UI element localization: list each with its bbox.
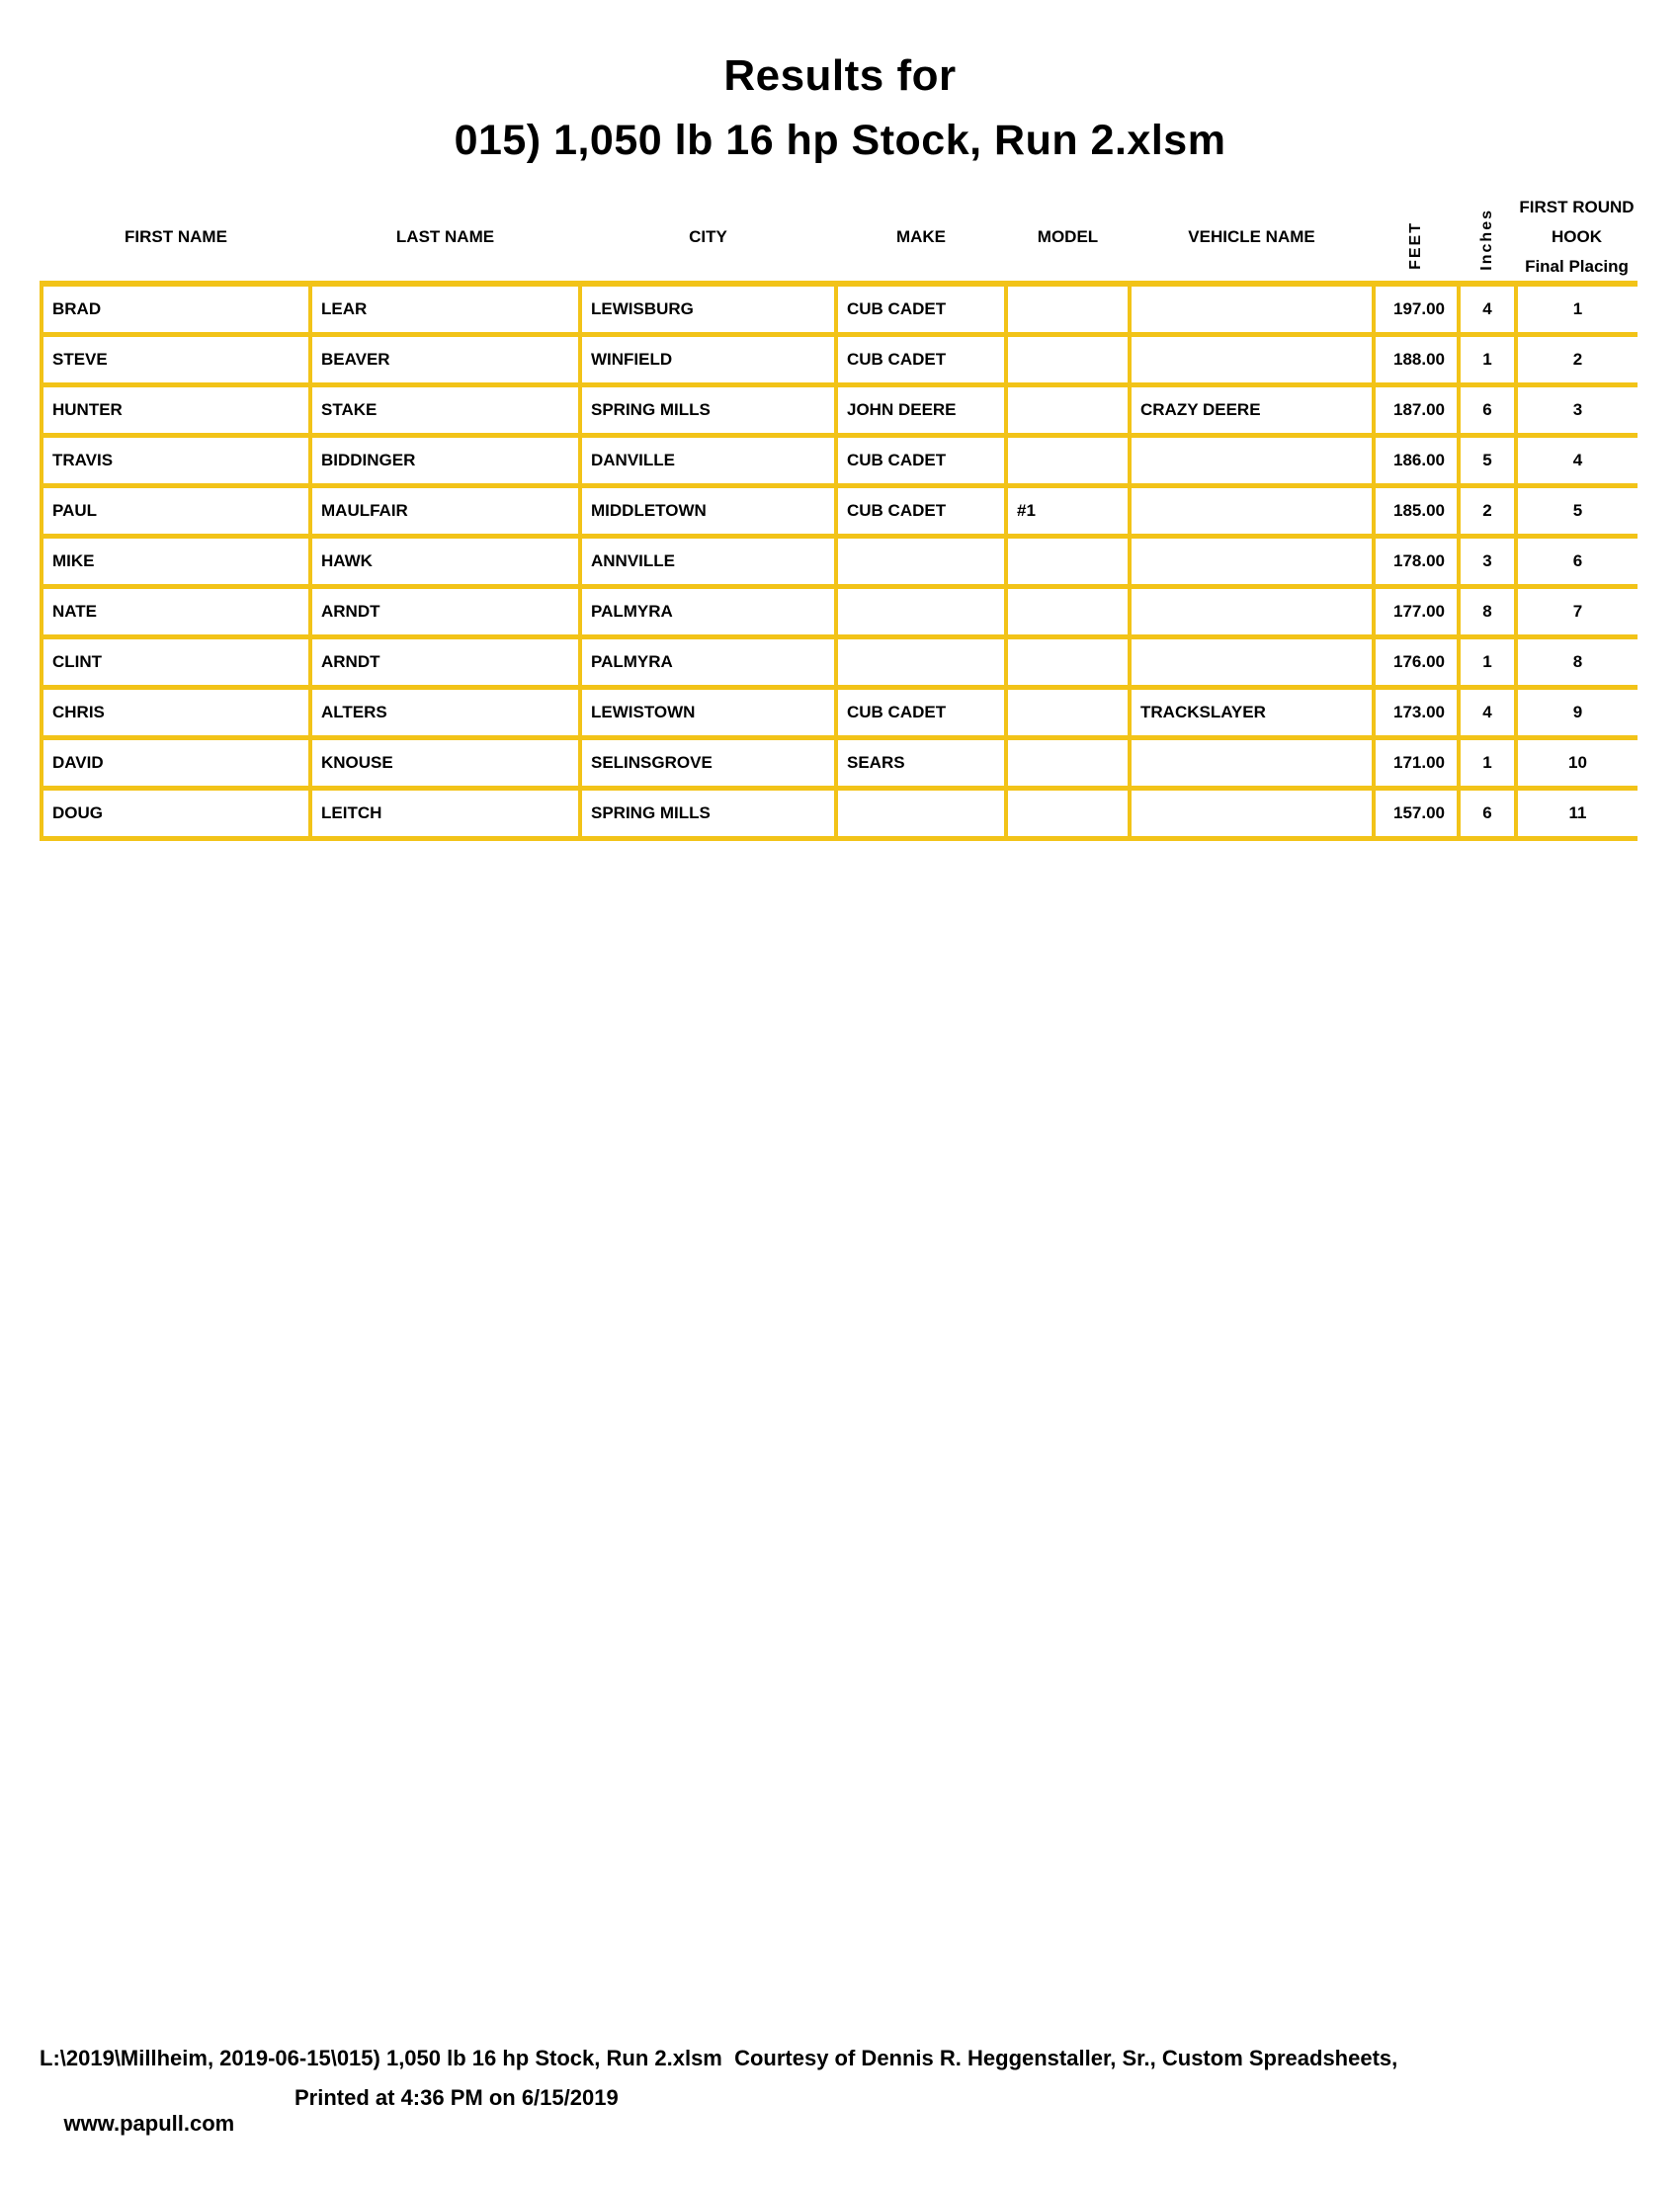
cell-feet: 178.00: [1374, 536, 1459, 586]
cell-first-name: CLINT: [42, 636, 310, 687]
cell-feet: 188.00: [1374, 334, 1459, 384]
cell-make: [836, 636, 1006, 687]
cell-vehicle-name: [1130, 284, 1374, 334]
cell-model: #1: [1006, 485, 1130, 536]
cell-feet: 177.00: [1374, 586, 1459, 636]
col-header-last-name: LAST NAME: [310, 193, 580, 284]
cell-city: PALMYRA: [580, 636, 836, 687]
cell-inches: 4: [1459, 687, 1516, 737]
cell-model: [1006, 586, 1130, 636]
cell-feet: 176.00: [1374, 636, 1459, 687]
cell-city: ANNVILLE: [580, 536, 836, 586]
col-header-make: MAKE: [836, 193, 1006, 284]
table-row: [42, 536, 1638, 586]
table-row: [42, 788, 1638, 838]
cell-make: CUB CADET: [836, 687, 1006, 737]
title-results-for: Results for: [723, 51, 957, 100]
cell-first-name: DOUG: [42, 788, 310, 838]
col-header-inches: Inches: [1459, 193, 1516, 284]
cell-inches: 1: [1459, 636, 1516, 687]
table-row: [42, 384, 1638, 435]
col-header-first-name: FIRST NAME: [42, 193, 310, 284]
cell-vehicle-name: [1130, 636, 1374, 687]
cell-first-name: DAVID: [42, 737, 310, 788]
cell-vehicle-name: [1130, 737, 1374, 788]
cell-feet: 186.00: [1374, 435, 1459, 485]
cell-vehicle-name: [1130, 485, 1374, 536]
cell-last-name: KNOUSE: [310, 737, 580, 788]
cell-last-name: ARNDT: [310, 636, 580, 687]
cell-placing: 6: [1516, 536, 1638, 586]
cell-city: WINFIELD: [580, 334, 836, 384]
table-row: [42, 586, 1638, 636]
cell-first-name: NATE: [42, 586, 310, 636]
col-header-model: MODEL: [1006, 193, 1130, 284]
cell-city: MIDDLETOWN: [580, 485, 836, 536]
cell-inches: 5: [1459, 435, 1516, 485]
cell-last-name: HAWK: [310, 536, 580, 586]
cell-city: DANVILLE: [580, 435, 836, 485]
cell-first-name: PAUL: [42, 485, 310, 536]
table-row: [42, 687, 1638, 737]
cell-feet: 197.00: [1374, 284, 1459, 334]
cell-make: [836, 536, 1006, 586]
cell-city: SPRING MILLS: [580, 384, 836, 435]
cell-placing: 5: [1516, 485, 1638, 536]
cell-placing: 7: [1516, 586, 1638, 636]
cell-vehicle-name: [1130, 536, 1374, 586]
cell-make: CUB CADET: [836, 435, 1006, 485]
cell-model: [1006, 636, 1130, 687]
cell-model: [1006, 334, 1130, 384]
footer-printed-timestamp: Printed at 4:36 PM on 6/15/2019: [294, 2085, 619, 2110]
cell-first-name: TRAVIS: [42, 435, 310, 485]
cell-make: CUB CADET: [836, 485, 1006, 536]
cell-first-name: HUNTER: [42, 384, 310, 435]
cell-feet: 187.00: [1374, 384, 1459, 435]
cell-model: [1006, 384, 1130, 435]
cell-model: [1006, 435, 1130, 485]
cell-first-name: MIKE: [42, 536, 310, 586]
cell-model: [1006, 536, 1130, 586]
table-row: [42, 435, 1638, 485]
cell-inches: 4: [1459, 284, 1516, 334]
cell-make: [836, 586, 1006, 636]
header-row: [42, 193, 1638, 284]
cell-placing: 8: [1516, 636, 1638, 687]
cell-make: SEARS: [836, 737, 1006, 788]
cell-placing: 11: [1516, 788, 1638, 838]
footer-line2: [40, 2085, 619, 2188]
col-header-feet: FEET: [1374, 193, 1459, 284]
cell-first-name: STEVE: [42, 334, 310, 384]
col-header-city: CITY: [580, 193, 836, 284]
cell-inches: 8: [1459, 586, 1516, 636]
table-row: [42, 636, 1638, 687]
cell-last-name: MAULFAIR: [310, 485, 580, 536]
cell-placing: 4: [1516, 435, 1638, 485]
cell-last-name: BIDDINGER: [310, 435, 580, 485]
cell-inches: 6: [1459, 384, 1516, 435]
title-filename: 015) 1,050 lb 16 hp Stock, Run 2.xlsm: [454, 117, 1226, 164]
cell-placing: 3: [1516, 384, 1638, 435]
cell-feet: 171.00: [1374, 737, 1459, 788]
cell-first-name: CHRIS: [42, 687, 310, 737]
cell-last-name: LEITCH: [310, 788, 580, 838]
cell-model: [1006, 788, 1130, 838]
cell-vehicle-name: [1130, 788, 1374, 838]
results-table: [40, 193, 1638, 841]
cell-vehicle-name: [1130, 586, 1374, 636]
cell-city: SELINSGROVE: [580, 737, 836, 788]
cell-city: LEWISBURG: [580, 284, 836, 334]
cell-vehicle-name: TRACKSLAYER: [1130, 687, 1374, 737]
cell-placing: 10: [1516, 737, 1638, 788]
cell-last-name: BEAVER: [310, 334, 580, 384]
cell-vehicle-name: CRAZY DEERE: [1130, 384, 1374, 435]
cell-make: CUB CADET: [836, 284, 1006, 334]
cell-make: CUB CADET: [836, 334, 1006, 384]
cell-city: SPRING MILLS: [580, 788, 836, 838]
cell-city: PALMYRA: [580, 586, 836, 636]
cell-feet: 157.00: [1374, 788, 1459, 838]
table-row: [42, 485, 1638, 536]
table-row: [42, 284, 1638, 334]
table-row: [42, 334, 1638, 384]
cell-model: [1006, 284, 1130, 334]
cell-placing: 2: [1516, 334, 1638, 384]
cell-feet: 185.00: [1374, 485, 1459, 536]
page-title: [40, 51, 1640, 165]
cell-model: [1006, 687, 1130, 737]
table-row: [42, 737, 1638, 788]
cell-last-name: ARNDT: [310, 586, 580, 636]
cell-first-name: BRAD: [42, 284, 310, 334]
cell-city: LEWISTOWN: [580, 687, 836, 737]
cell-last-name: LEAR: [310, 284, 580, 334]
cell-inches: 3: [1459, 536, 1516, 586]
footer-website: www.papull.com: [63, 2111, 235, 2136]
cell-make: JOHN DEERE: [836, 384, 1006, 435]
cell-inches: 1: [1459, 737, 1516, 788]
col-header-vehicle-name: VEHICLE NAME: [1130, 193, 1374, 284]
cell-make: [836, 788, 1006, 838]
cell-vehicle-name: [1130, 435, 1374, 485]
cell-inches: 6: [1459, 788, 1516, 838]
cell-placing: 9: [1516, 687, 1638, 737]
cell-vehicle-name: [1130, 334, 1374, 384]
cell-inches: 1: [1459, 334, 1516, 384]
cell-feet: 173.00: [1374, 687, 1459, 737]
cell-placing: 1: [1516, 284, 1638, 334]
footer-file-path: L:\2019\Millheim, 2019-06-15\015) 1,050 lb 16 hp Stock, Run 2.xlsm Courtesy of Dennis R. Heggenstaller, Sr., Custom Spreadsheets,: [40, 2046, 1398, 2070]
cell-last-name: STAKE: [310, 384, 580, 435]
col-header-first-round-hook: FIRST ROUND HOOK Final Placing: [1516, 193, 1638, 284]
cell-model: [1006, 737, 1130, 788]
cell-inches: 2: [1459, 485, 1516, 536]
cell-last-name: ALTERS: [310, 687, 580, 737]
